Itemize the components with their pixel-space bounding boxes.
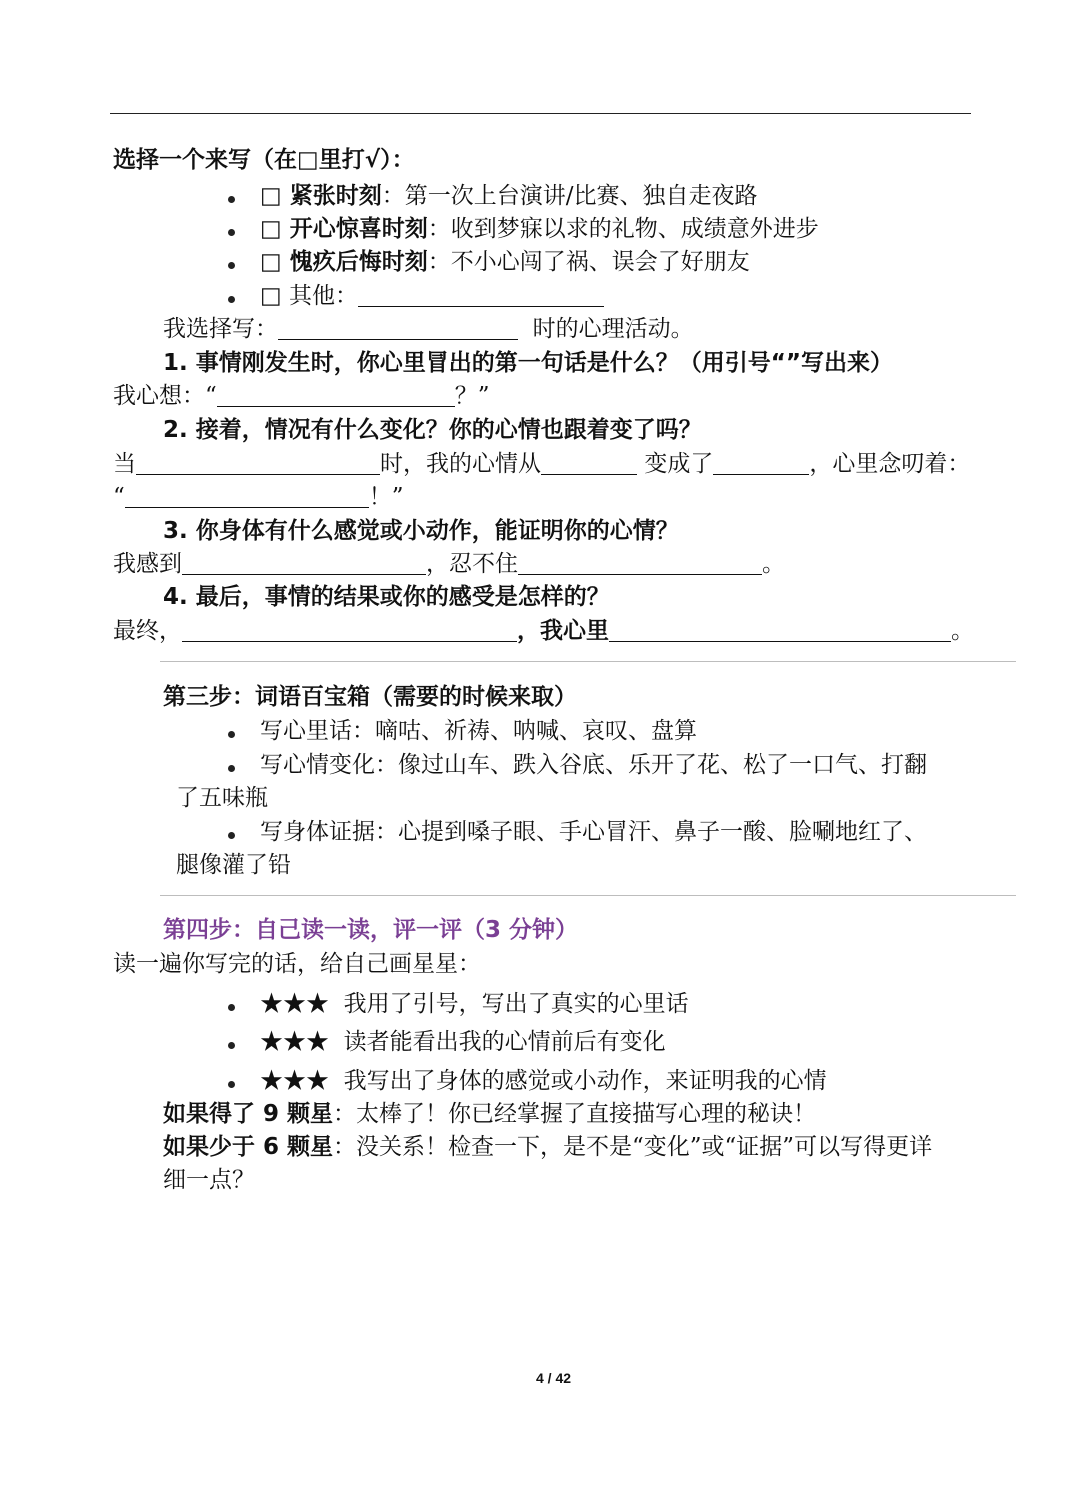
answer-text: 当 [113,451,136,477]
section-divider [160,895,1016,896]
answer-suffix: ！” [368,484,404,510]
star-icon: ★★★ [260,991,329,1017]
result-9-stars [163,1097,816,1131]
star-icon: ★★★ [260,1029,329,1055]
blank-line[interactable] [182,548,426,575]
question-4: 4. 最后，事情的结果或你的感受是怎样的？ [163,584,610,610]
bullet [228,731,235,738]
option-desc: ：第一次上台演讲/比赛、独自走夜路 [381,183,758,209]
answer-text: ，心里念叨着： [809,451,971,477]
blank-line[interactable] [278,313,518,340]
result-6-stars [163,1130,932,1164]
top-rule [110,113,971,114]
result-text: ：没关系！检查一下，是不是“变化”或“证据”可以写得更详 [333,1134,933,1160]
bullet [228,832,235,839]
blank-line[interactable] [136,448,380,475]
bullet [228,765,235,772]
option-nervous [260,179,758,213]
bullet [228,1081,235,1088]
self-check-item [260,987,689,1021]
word-list-item-cont: 了五味瓶 [176,785,268,811]
choose-heading: 选择一个来写（在□里打√）： [113,147,415,173]
result-label: 如果得了 9 颗星 [163,1101,334,1127]
answer-2-line2 [113,480,404,514]
option-label: □ 紧张时刻 [260,183,382,209]
answer-3 [113,547,785,581]
answer-2 [113,447,970,481]
word-list-item-cont: 腿像灌了铅 [176,852,291,878]
self-check-item [260,1064,827,1098]
self-check-text: 我写出了身体的感觉或小动作，来证明我的心情 [343,1068,827,1094]
bullet [228,296,235,303]
answer-suffix: ？” [454,383,490,409]
blank-line[interactable] [358,280,604,307]
choose-prefix: 我选择写： [163,316,278,342]
word-list-item: 写身体证据：心提到嗓子眼、手心冒汗、鼻子一酸、脸唰地红了、 [260,819,927,845]
question-1: 1. 事情刚发生时，你心里冒出的第一句话是什么？（用引号“”写出来） [163,350,893,376]
blank-line[interactable] [609,615,951,642]
answer-text: 我感到 [113,551,182,577]
choose-line [163,312,694,346]
answer-text: 最终， [113,618,182,644]
blank-line[interactable] [518,548,762,575]
option-label: □ 开心惊喜时刻 [260,216,428,242]
answer-text: ，忍不住 [426,551,518,577]
option-desc: □ 其他： [260,283,359,309]
option-happy [260,212,819,246]
answer-text: 时，我的心情从 [380,451,541,477]
answer-text: 。 [762,551,785,577]
result-6-stars-cont: 细一点？ [163,1167,255,1193]
self-check-text: 我用了引号，写出了真实的心里话 [343,991,689,1017]
option-label: □ 愧疚后悔时刻 [260,249,428,275]
blank-line[interactable] [182,615,517,642]
question-2: 2. 接着，情况有什么变化？你的心情也跟着变了吗？ [163,417,702,443]
section-divider [160,661,1016,662]
blank-line[interactable] [217,380,455,407]
answer-1 [113,379,490,413]
option-other [260,279,604,313]
bullet [228,1042,235,1049]
blank-line[interactable] [713,448,809,475]
answer-prefix: 我心想：“ [113,383,217,409]
question-3: 3. 你身体有什么感觉或小动作，能证明你的心情？ [163,518,679,544]
word-list-item: 写心情变化：像过山车、跌入谷底、乐开了花、松了一口气、打翻 [260,752,927,778]
answer-prefix: “ [113,484,125,510]
answer-text: 。 [951,618,974,644]
answer-text: 变成了 [644,451,714,477]
bullet [228,1004,235,1011]
blank-line[interactable] [541,448,637,475]
step3-title: 第三步：词语百宝箱（需要的时候来取） [163,684,577,710]
blank-line[interactable] [125,481,369,508]
step4-title: 第四步：自己读一读，评一评（3 分钟） [163,917,579,943]
bullet [228,262,235,269]
bullet [228,196,235,203]
step4-intro: 读一遍你写完的话，给自己画星星： [113,951,481,977]
answer-4 [113,614,974,648]
answer-text: ，我心里 [517,618,609,644]
result-text: ：太棒了！你已经掌握了直接描写心理的秘诀！ [333,1101,817,1127]
self-check-text: 读者能看出我的心情前后有变化 [343,1029,666,1055]
result-label: 如果少于 6 颗星 [163,1134,334,1160]
option-desc: ：收到梦寐以求的礼物、成绩意外进步 [427,216,819,242]
choose-suffix: 时的心理活动。 [532,316,694,342]
star-icon: ★★★ [260,1068,329,1094]
bullet [228,229,235,236]
self-check-item [260,1025,666,1059]
option-guilty [260,245,750,279]
word-list-item: 写心里话：嘀咕、祈祷、呐喊、哀叹、盘算 [260,718,697,744]
page-number: 4 / 42 [536,1370,572,1386]
option-desc: ：不小心闯了祸、误会了好朋友 [427,249,750,275]
